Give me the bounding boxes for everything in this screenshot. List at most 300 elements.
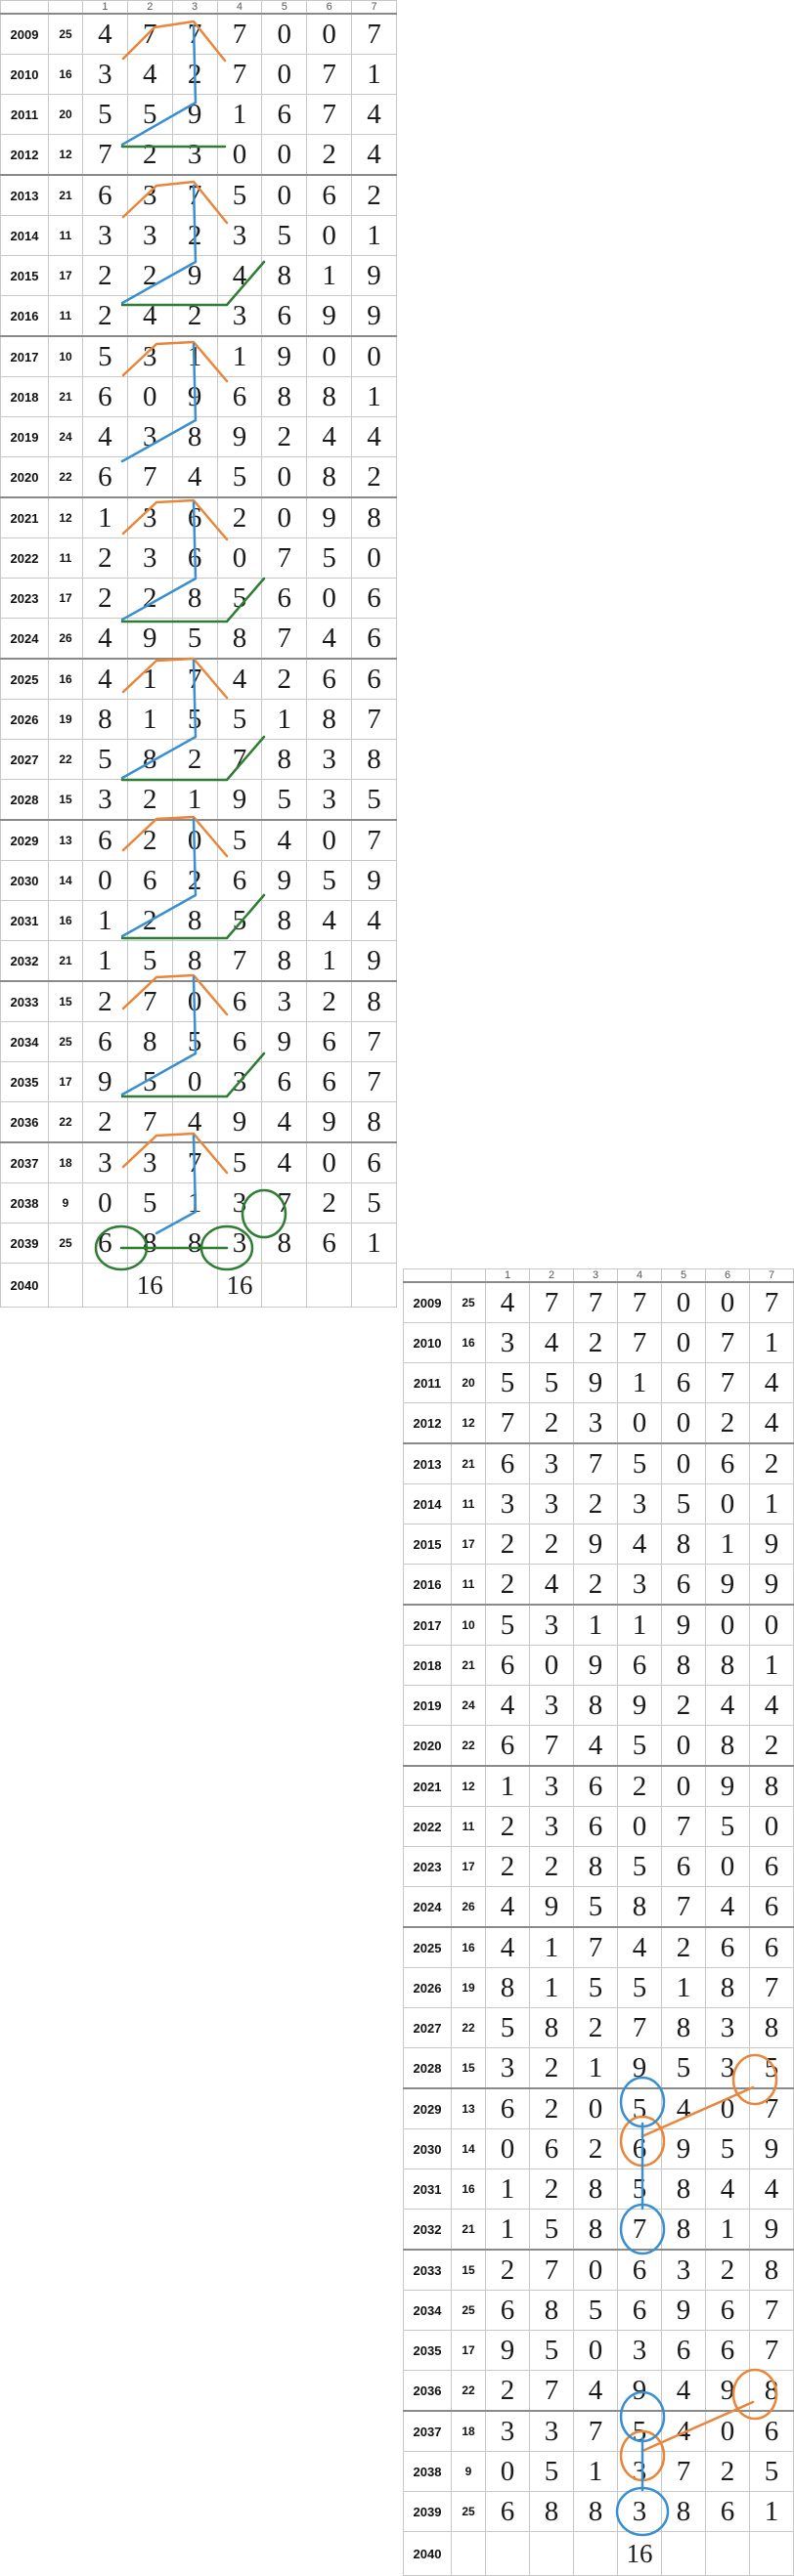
- digit-cell-d7[interactable]: 4: [750, 1686, 794, 1726]
- table-row[interactable]: [404, 1646, 794, 1686]
- digit-cell-d7[interactable]: 6: [750, 1927, 794, 1968]
- digit-cell-d3[interactable]: 6: [172, 497, 217, 538]
- digit-cell-d3[interactable]: [172, 1264, 217, 1308]
- digit-cell-d1[interactable]: 3: [83, 780, 128, 821]
- digit-cell-d4[interactable]: 9: [618, 2048, 662, 2089]
- digit-cell-d1[interactable]: 8: [83, 700, 128, 740]
- digit-cell-d6[interactable]: 0: [307, 820, 352, 861]
- digit-cell-d2[interactable]: 3: [530, 1484, 574, 1524]
- digit-cell-d4[interactable]: 7: [217, 14, 262, 55]
- digit-cell-d1[interactable]: 6: [486, 2291, 530, 2331]
- digit-cell-d2[interactable]: 3: [127, 497, 172, 538]
- digit-cell-d5[interactable]: 6: [662, 1565, 706, 1606]
- digit-cell-d2[interactable]: 3: [530, 2411, 574, 2452]
- digit-cell-d3[interactable]: 5: [172, 1022, 217, 1062]
- digit-cell-d6[interactable]: 0: [706, 1282, 750, 1323]
- digit-cell-d3[interactable]: 1: [574, 1605, 618, 1646]
- digit-cell-d1[interactable]: 2: [83, 579, 128, 619]
- digit-cell-d4[interactable]: 3: [618, 1565, 662, 1606]
- digit-cell-d2[interactable]: 5: [530, 2452, 574, 2492]
- digit-cell-d6[interactable]: 8: [706, 1646, 750, 1686]
- digit-cell-d1[interactable]: 4: [486, 1686, 530, 1726]
- digit-cell-d3[interactable]: 1: [172, 336, 217, 377]
- digit-cell-d1[interactable]: 6: [83, 457, 128, 498]
- table-row[interactable]: [1, 619, 397, 660]
- digit-cell-d5[interactable]: 1: [262, 700, 307, 740]
- digit-cell-d5[interactable]: 7: [262, 619, 307, 660]
- digit-cell-d6[interactable]: 3: [307, 780, 352, 821]
- digit-cell-d4[interactable]: 6: [217, 861, 262, 901]
- digit-cell-d6[interactable]: 5: [706, 1807, 750, 1847]
- digit-cell-d1[interactable]: 2: [83, 1102, 128, 1143]
- digit-cell-d7[interactable]: 1: [352, 216, 397, 256]
- digit-cell-d3[interactable]: 9: [574, 1524, 618, 1565]
- digit-cell-d5[interactable]: 6: [662, 2331, 706, 2371]
- digit-cell-d2[interactable]: 1: [530, 1927, 574, 1968]
- digit-cell-d4[interactable]: 16: [618, 2532, 662, 2576]
- table-row[interactable]: [404, 1686, 794, 1726]
- digit-cell-d1[interactable]: 2: [83, 538, 128, 579]
- digit-cell-d4[interactable]: 5: [618, 1847, 662, 1887]
- digit-cell-d7[interactable]: 8: [750, 2250, 794, 2291]
- digit-cell-d2[interactable]: 7: [127, 14, 172, 55]
- digit-cell-d2[interactable]: 0: [530, 1646, 574, 1686]
- digit-cell-d2[interactable]: 4: [530, 1323, 574, 1363]
- digit-cell-d7[interactable]: 0: [352, 538, 397, 579]
- digit-cell-d4[interactable]: 9: [618, 2371, 662, 2412]
- digit-cell-d6[interactable]: 4: [307, 901, 352, 941]
- digit-cell-d1[interactable]: [83, 1264, 128, 1308]
- digit-cell-d7[interactable]: 6: [352, 619, 397, 660]
- digit-cell-d1[interactable]: 7: [486, 1403, 530, 1444]
- digit-cell-d1[interactable]: 6: [486, 2492, 530, 2532]
- digit-cell-d6[interactable]: 4: [307, 417, 352, 457]
- digit-cell-d1[interactable]: 6: [486, 1443, 530, 1484]
- digit-cell-d6[interactable]: 9: [307, 497, 352, 538]
- digit-cell-d5[interactable]: 0: [662, 1403, 706, 1444]
- table-row[interactable]: [1, 1102, 397, 1143]
- digit-cell-d2[interactable]: 4: [127, 296, 172, 337]
- digit-cell-d2[interactable]: 7: [530, 2250, 574, 2291]
- digit-cell-d5[interactable]: 0: [262, 175, 307, 216]
- digit-cell-d5[interactable]: 4: [662, 2371, 706, 2412]
- digit-cell-d4[interactable]: 9: [217, 417, 262, 457]
- digit-cell-d5[interactable]: 7: [262, 1183, 307, 1224]
- digit-cell-d6[interactable]: 5: [706, 2129, 750, 2169]
- digit-cell-d7[interactable]: 2: [750, 1726, 794, 1767]
- table-row[interactable]: [1, 1022, 397, 1062]
- digit-cell-d3[interactable]: 8: [574, 1686, 618, 1726]
- digit-cell-d5[interactable]: 9: [662, 1605, 706, 1646]
- digit-cell-d5[interactable]: 6: [262, 579, 307, 619]
- digit-cell-d6[interactable]: [706, 2532, 750, 2576]
- digit-cell-d4[interactable]: 7: [618, 2210, 662, 2251]
- digit-cell-d3[interactable]: 1: [574, 2452, 618, 2492]
- digit-cell-d7[interactable]: 7: [750, 1282, 794, 1323]
- digit-cell-d4[interactable]: 2: [618, 1766, 662, 1807]
- table-row[interactable]: [1, 740, 397, 780]
- digit-cell-d5[interactable]: 4: [262, 820, 307, 861]
- digit-cell-d6[interactable]: 1: [706, 2210, 750, 2251]
- digit-cell-d6[interactable]: 0: [307, 1142, 352, 1183]
- digit-cell-d7[interactable]: 6: [750, 1847, 794, 1887]
- digit-cell-d3[interactable]: 5: [574, 1968, 618, 2008]
- digit-cell-d1[interactable]: 4: [83, 14, 128, 55]
- digit-cell-d1[interactable]: 5: [83, 740, 128, 780]
- digit-cell-d7[interactable]: 6: [352, 659, 397, 700]
- digit-cell-d2[interactable]: 4: [127, 55, 172, 95]
- digit-cell-d4[interactable]: 6: [217, 1022, 262, 1062]
- digit-cell-d6[interactable]: 2: [706, 2452, 750, 2492]
- digit-cell-d1[interactable]: 9: [486, 2331, 530, 2371]
- table-row[interactable]: [1, 1142, 397, 1183]
- digit-cell-d1[interactable]: 6: [486, 2088, 530, 2129]
- digit-cell-d4[interactable]: 6: [217, 981, 262, 1022]
- digit-cell-d2[interactable]: 4: [530, 1565, 574, 1606]
- digit-cell-d3[interactable]: 0: [574, 2088, 618, 2129]
- digit-cell-d1[interactable]: 2: [486, 1847, 530, 1887]
- digit-cell-d6[interactable]: 0: [307, 579, 352, 619]
- digit-cell-d3[interactable]: 2: [172, 55, 217, 95]
- digit-cell-d3[interactable]: 2: [172, 296, 217, 337]
- digit-cell-d4[interactable]: 9: [217, 780, 262, 821]
- digit-cell-d5[interactable]: 2: [662, 1927, 706, 1968]
- digit-cell-d6[interactable]: 7: [706, 1323, 750, 1363]
- digit-cell-d6[interactable]: 9: [307, 1102, 352, 1143]
- digit-cell-d3[interactable]: 8: [172, 579, 217, 619]
- digit-cell-d4[interactable]: 0: [217, 135, 262, 176]
- digit-cell-d2[interactable]: 5: [127, 941, 172, 982]
- digit-cell-d2[interactable]: 8: [530, 2492, 574, 2532]
- digit-cell-d5[interactable]: 4: [662, 2088, 706, 2129]
- digit-cell-d4[interactable]: 5: [618, 1968, 662, 2008]
- digit-cell-d5[interactable]: 6: [262, 1062, 307, 1102]
- digit-cell-d1[interactable]: 6: [83, 820, 128, 861]
- digit-cell-d7[interactable]: 7: [352, 700, 397, 740]
- digit-cell-d2[interactable]: 2: [530, 2169, 574, 2210]
- digit-cell-d4[interactable]: 5: [217, 175, 262, 216]
- table-row[interactable]: [404, 2492, 794, 2532]
- digit-cell-d2[interactable]: 7: [127, 457, 172, 498]
- digit-cell-d4[interactable]: 5: [217, 1142, 262, 1183]
- digit-cell-d2[interactable]: 2: [127, 780, 172, 821]
- digit-cell-d5[interactable]: 5: [262, 780, 307, 821]
- table-row[interactable]: [404, 1766, 794, 1807]
- digit-cell-d2[interactable]: 5: [127, 1183, 172, 1224]
- table-row[interactable]: [404, 1363, 794, 1403]
- digit-cell-d4[interactable]: 7: [217, 55, 262, 95]
- digit-cell-d4[interactable]: 0: [618, 1403, 662, 1444]
- digit-cell-d3[interactable]: 5: [172, 619, 217, 660]
- digit-cell-d6[interactable]: 0: [706, 2088, 750, 2129]
- digit-cell-d6[interactable]: 8: [307, 377, 352, 417]
- digit-cell-d2[interactable]: 3: [530, 1686, 574, 1726]
- digit-cell-d6[interactable]: [307, 1264, 352, 1308]
- table-row[interactable]: [1, 1183, 397, 1224]
- digit-cell-d2[interactable]: 8: [127, 1022, 172, 1062]
- digit-cell-d2[interactable]: 7: [530, 2371, 574, 2412]
- digit-cell-d1[interactable]: 5: [83, 95, 128, 135]
- table-row[interactable]: [1, 579, 397, 619]
- table-row[interactable]: [404, 2008, 794, 2048]
- digit-cell-d1[interactable]: 3: [83, 1142, 128, 1183]
- digit-cell-d5[interactable]: 3: [262, 981, 307, 1022]
- table-row[interactable]: [1, 820, 397, 861]
- digit-cell-d5[interactable]: [662, 2532, 706, 2576]
- table-row[interactable]: [1, 55, 397, 95]
- digit-cell-d5[interactable]: 6: [262, 95, 307, 135]
- table-row[interactable]: [404, 1323, 794, 1363]
- table-row[interactable]: [404, 1565, 794, 1606]
- digit-cell-d7[interactable]: 1: [750, 1323, 794, 1363]
- digit-cell-d7[interactable]: 1: [750, 2492, 794, 2532]
- table-row[interactable]: [1, 497, 397, 538]
- digit-cell-d2[interactable]: 3: [127, 175, 172, 216]
- digit-cell-d3[interactable]: 9: [574, 1363, 618, 1403]
- digit-cell-d2[interactable]: 2: [530, 1847, 574, 1887]
- digit-cell-d5[interactable]: 0: [662, 1323, 706, 1363]
- digit-cell-d2[interactable]: 2: [530, 2048, 574, 2089]
- digit-cell-d3[interactable]: 7: [172, 1142, 217, 1183]
- digit-cell-d4[interactable]: 2: [217, 497, 262, 538]
- table-row[interactable]: [404, 2048, 794, 2089]
- digit-cell-d5[interactable]: 6: [262, 296, 307, 337]
- digit-cell-d2[interactable]: 3: [530, 1605, 574, 1646]
- digit-cell-d7[interactable]: 1: [750, 1484, 794, 1524]
- digit-cell-d2[interactable]: 7: [530, 1282, 574, 1323]
- digit-cell-d2[interactable]: 2: [530, 1524, 574, 1565]
- digit-cell-d4[interactable]: 3: [217, 296, 262, 337]
- digit-cell-d5[interactable]: 8: [262, 377, 307, 417]
- digit-cell-d5[interactable]: 4: [262, 1142, 307, 1183]
- digit-cell-d3[interactable]: 8: [172, 1224, 217, 1264]
- digit-cell-d2[interactable]: 6: [127, 861, 172, 901]
- digit-cell-d6[interactable]: 4: [307, 619, 352, 660]
- table-row[interactable]: [404, 1605, 794, 1646]
- digit-cell-d6[interactable]: 2: [307, 1183, 352, 1224]
- table-row[interactable]: [1, 216, 397, 256]
- digit-cell-d4[interactable]: 6: [618, 2129, 662, 2169]
- digit-cell-d1[interactable]: 4: [83, 619, 128, 660]
- digit-cell-d2[interactable]: 2: [127, 579, 172, 619]
- digit-cell-d1[interactable]: 1: [486, 2169, 530, 2210]
- digit-cell-d1[interactable]: 9: [83, 1062, 128, 1102]
- digit-cell-d5[interactable]: 9: [262, 336, 307, 377]
- digit-cell-d4[interactable]: 0: [217, 538, 262, 579]
- digit-cell-d5[interactable]: 8: [262, 901, 307, 941]
- digit-cell-d2[interactable]: 2: [127, 901, 172, 941]
- digit-cell-d1[interactable]: 2: [486, 1565, 530, 1606]
- digit-cell-d6[interactable]: 7: [706, 1363, 750, 1403]
- digit-cell-d5[interactable]: 8: [262, 256, 307, 296]
- table-row[interactable]: [404, 1887, 794, 1928]
- table-row[interactable]: [404, 2532, 794, 2576]
- digit-cell-d1[interactable]: 2: [83, 981, 128, 1022]
- table-row[interactable]: [1, 538, 397, 579]
- digit-cell-d1[interactable]: 4: [486, 1282, 530, 1323]
- digit-cell-d1[interactable]: 6: [83, 175, 128, 216]
- digit-cell-d1[interactable]: 1: [83, 901, 128, 941]
- digit-cell-d4[interactable]: 3: [217, 1062, 262, 1102]
- digit-cell-d4[interactable]: 3: [217, 216, 262, 256]
- digit-cell-d3[interactable]: 9: [172, 95, 217, 135]
- digit-cell-d3[interactable]: 7: [172, 14, 217, 55]
- digit-cell-d3[interactable]: 0: [172, 1062, 217, 1102]
- digit-cell-d6[interactable]: 9: [706, 2371, 750, 2412]
- digit-cell-d7[interactable]: 7: [352, 14, 397, 55]
- digit-cell-d2[interactable]: 5: [127, 95, 172, 135]
- table-row[interactable]: [404, 2331, 794, 2371]
- digit-cell-d7[interactable]: 2: [750, 1443, 794, 1484]
- digit-cell-d1[interactable]: 1: [486, 2210, 530, 2251]
- digit-cell-d6[interactable]: 4: [706, 2169, 750, 2210]
- digit-cell-d3[interactable]: 3: [172, 135, 217, 176]
- digit-cell-d7[interactable]: 8: [750, 1766, 794, 1807]
- digit-cell-d2[interactable]: 9: [127, 619, 172, 660]
- digit-cell-d1[interactable]: 2: [486, 2250, 530, 2291]
- digit-cell-d2[interactable]: 7: [127, 1102, 172, 1143]
- digit-cell-d7[interactable]: 4: [352, 417, 397, 457]
- digit-cell-d7[interactable]: 1: [352, 377, 397, 417]
- digit-cell-d6[interactable]: 9: [706, 1766, 750, 1807]
- digit-cell-d1[interactable]: 3: [486, 2048, 530, 2089]
- digit-cell-d1[interactable]: 2: [486, 1524, 530, 1565]
- digit-cell-d3[interactable]: 2: [172, 216, 217, 256]
- digit-cell-d6[interactable]: 6: [706, 2331, 750, 2371]
- digit-cell-d2[interactable]: 3: [127, 216, 172, 256]
- digit-cell-d3[interactable]: 7: [172, 175, 217, 216]
- digit-cell-d1[interactable]: 1: [486, 1766, 530, 1807]
- digit-cell-d6[interactable]: 9: [307, 296, 352, 337]
- digit-cell-d2[interactable]: 16: [127, 1264, 172, 1308]
- digit-cell-d4[interactable]: 8: [217, 619, 262, 660]
- digit-cell-d6[interactable]: 0: [307, 216, 352, 256]
- digit-cell-d7[interactable]: 0: [352, 336, 397, 377]
- table-row[interactable]: [1, 1062, 397, 1102]
- digit-cell-d1[interactable]: 5: [486, 1605, 530, 1646]
- digit-cell-d6[interactable]: 6: [706, 2492, 750, 2532]
- digit-cell-d5[interactable]: 8: [662, 2210, 706, 2251]
- table-row[interactable]: [404, 1726, 794, 1767]
- digit-cell-d3[interactable]: 4: [172, 1102, 217, 1143]
- digit-cell-d1[interactable]: 4: [83, 659, 128, 700]
- table-row[interactable]: [1, 901, 397, 941]
- digit-cell-d2[interactable]: 9: [530, 1887, 574, 1928]
- digit-cell-d7[interactable]: 8: [352, 740, 397, 780]
- digit-cell-d7[interactable]: 9: [352, 861, 397, 901]
- digit-cell-d6[interactable]: 1: [706, 1524, 750, 1565]
- table-row[interactable]: [1, 1224, 397, 1264]
- digit-cell-d6[interactable]: 6: [706, 1927, 750, 1968]
- digit-cell-d5[interactable]: 7: [662, 1807, 706, 1847]
- digit-cell-d2[interactable]: 3: [530, 1807, 574, 1847]
- table-row[interactable]: [404, 2411, 794, 2452]
- digit-cell-d7[interactable]: 1: [750, 1646, 794, 1686]
- digit-cell-d7[interactable]: 9: [352, 256, 397, 296]
- digit-cell-d7[interactable]: [352, 1264, 397, 1308]
- digit-cell-d2[interactable]: 3: [127, 538, 172, 579]
- digit-cell-d6[interactable]: 9: [706, 1565, 750, 1606]
- digit-cell-d1[interactable]: [486, 2532, 530, 2576]
- table-row[interactable]: [404, 2129, 794, 2169]
- digit-cell-d6[interactable]: 1: [307, 941, 352, 982]
- digit-cell-d3[interactable]: 5: [574, 2291, 618, 2331]
- digit-cell-d1[interactable]: 1: [83, 497, 128, 538]
- digit-cell-d4[interactable]: 4: [217, 659, 262, 700]
- digit-cell-d5[interactable]: [262, 1264, 307, 1308]
- digit-cell-d4[interactable]: 9: [618, 1686, 662, 1726]
- digit-cell-d6[interactable]: 4: [706, 1887, 750, 1928]
- digit-cell-d5[interactable]: 0: [662, 1766, 706, 1807]
- digit-cell-d1[interactable]: 8: [486, 1968, 530, 2008]
- digit-cell-d1[interactable]: 3: [83, 55, 128, 95]
- digit-cell-d4[interactable]: 5: [217, 457, 262, 498]
- digit-cell-d3[interactable]: 1: [172, 1183, 217, 1224]
- digit-cell-d4[interactable]: 3: [217, 1224, 262, 1264]
- digit-cell-d4[interactable]: 3: [618, 2331, 662, 2371]
- digit-cell-d3[interactable]: 6: [574, 1766, 618, 1807]
- table-row[interactable]: [404, 1443, 794, 1484]
- digit-cell-d7[interactable]: 9: [750, 1524, 794, 1565]
- digit-cell-d2[interactable]: 5: [127, 1062, 172, 1102]
- digit-cell-d5[interactable]: 5: [662, 1484, 706, 1524]
- digit-cell-d1[interactable]: 5: [486, 1363, 530, 1403]
- digit-cell-d5[interactable]: 0: [262, 55, 307, 95]
- digit-cell-d4[interactable]: 7: [217, 740, 262, 780]
- table-row[interactable]: [1, 336, 397, 377]
- digit-cell-d4[interactable]: 1: [217, 95, 262, 135]
- digit-cell-d3[interactable]: 8: [574, 2492, 618, 2532]
- digit-cell-d3[interactable]: 3: [574, 1403, 618, 1444]
- digit-cell-d2[interactable]: [530, 2532, 574, 2576]
- digit-cell-d2[interactable]: 2: [530, 2088, 574, 2129]
- digit-cell-d2[interactable]: 2: [127, 256, 172, 296]
- digit-cell-d6[interactable]: 6: [307, 1224, 352, 1264]
- digit-cell-d2[interactable]: 7: [127, 981, 172, 1022]
- digit-cell-d6[interactable]: 2: [706, 1403, 750, 1444]
- table-row[interactable]: [404, 2371, 794, 2412]
- digit-cell-d3[interactable]: 2: [172, 861, 217, 901]
- table-row[interactable]: [404, 1847, 794, 1887]
- digit-cell-d2[interactable]: 5: [530, 2210, 574, 2251]
- digit-cell-d6[interactable]: 3: [706, 2048, 750, 2089]
- digit-cell-d6[interactable]: 3: [307, 740, 352, 780]
- digit-cell-d5[interactable]: 6: [662, 1847, 706, 1887]
- digit-cell-d6[interactable]: 4: [706, 1686, 750, 1726]
- digit-cell-d7[interactable]: 6: [750, 2411, 794, 2452]
- digit-cell-d2[interactable]: 0: [127, 377, 172, 417]
- digit-cell-d2[interactable]: 1: [127, 700, 172, 740]
- digit-cell-d1[interactable]: 3: [486, 2411, 530, 2452]
- table-row[interactable]: [1, 457, 397, 498]
- digit-cell-d4[interactable]: 5: [618, 2088, 662, 2129]
- digit-cell-d6[interactable]: 5: [307, 861, 352, 901]
- digit-cell-d5[interactable]: 7: [262, 538, 307, 579]
- digit-cell-d5[interactable]: 8: [262, 740, 307, 780]
- digit-cell-d2[interactable]: 3: [530, 1443, 574, 1484]
- table-row[interactable]: [404, 1524, 794, 1565]
- digit-cell-d7[interactable]: 0: [750, 1807, 794, 1847]
- digit-cell-d1[interactable]: 0: [83, 861, 128, 901]
- digit-cell-d5[interactable]: 0: [662, 1726, 706, 1767]
- digit-cell-d1[interactable]: 4: [486, 1887, 530, 1928]
- digit-cell-d6[interactable]: 6: [307, 1062, 352, 1102]
- digit-cell-d3[interactable]: 5: [574, 1887, 618, 1928]
- digit-cell-d7[interactable]: 4: [352, 135, 397, 176]
- digit-cell-d4[interactable]: 7: [618, 2008, 662, 2048]
- digit-cell-d7[interactable]: 8: [750, 2371, 794, 2412]
- digit-cell-d5[interactable]: 0: [262, 135, 307, 176]
